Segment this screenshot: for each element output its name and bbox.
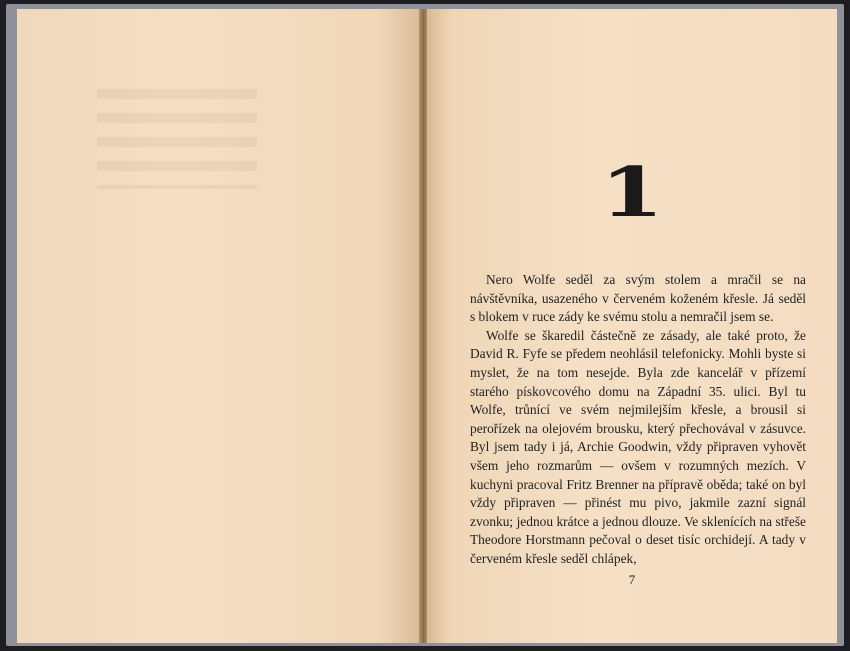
page-number: 7: [628, 572, 636, 587]
right-page: [427, 9, 837, 643]
chapter-body-text: [470, 271, 806, 569]
left-page: [17, 9, 421, 643]
chapter-number: 1: [600, 153, 664, 233]
paragraph-2: Wolfe se škaredil částečně ze zásady, ale také proto, že David R. Fyfe se předem neohlásil telefonicky. Mohli byste si myslet, že na tom nesejde. Byla zde kancelář v přízemí starého pískovcového domu na Západní 35. ulici. Byl tu Wolfe, trůnící ve svém nejmilejším křesle, a brousil si perořízek na olejovém brousku, který přechovával v zásuvce. Byl jsem tady i já, Archie Goodwin, vždy připraven vyhovět všem jeho rozmarům — ovšem v rozumných mezích. V kuchyni pracoval Fritz Brenner na přípravě oběda; také on byl vždy připraven — přinést mu pivo, jakmile zazní signál zvonku; jednou krátce a jednou dlouze. Ve sklenících na střeše Theodore Horstmann pečoval o deset tisíc orchidejí. A tady v červeném křesle seděl chlápek,: [470, 327, 806, 566]
bleed-through-text: [97, 89, 257, 189]
paragraph-1: Nero Wolfe seděl za svým stolem a mračil se na návštěvníka, usazeného v červeném koženém křesle. Já seděl s blokem v ruce zády ke svému stolu a nemračil jsem se.: [470, 272, 806, 325]
